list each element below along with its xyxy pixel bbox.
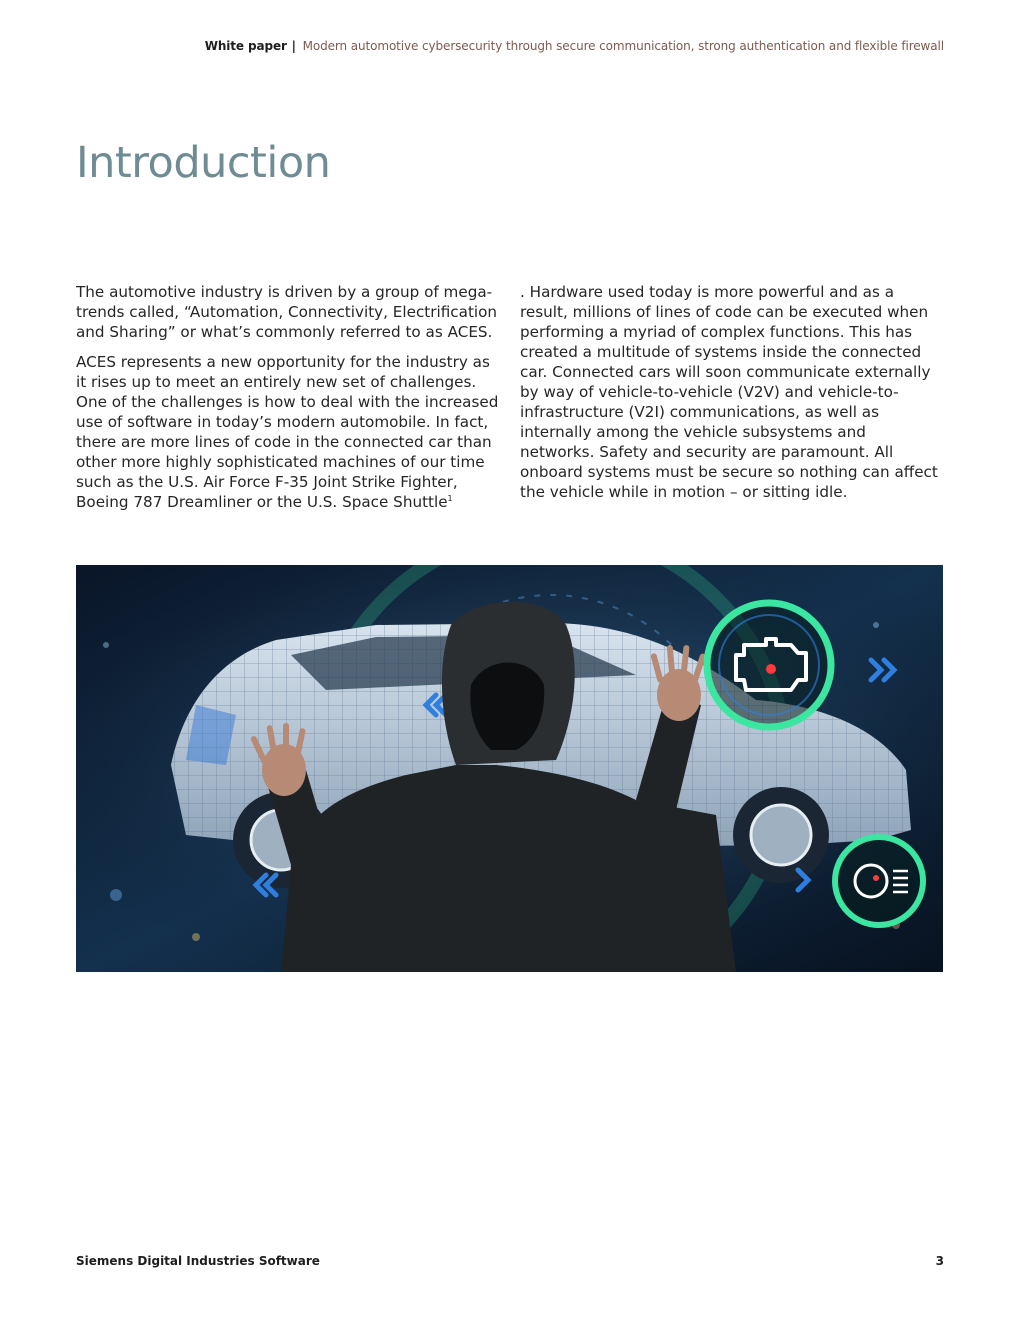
- hero-image: [76, 565, 943, 972]
- column-right: [520, 282, 944, 522]
- footnote-ref: 1: [447, 493, 453, 503]
- gauge-icon: [835, 837, 923, 925]
- running-header: [205, 39, 944, 53]
- page-number: 3: [935, 1254, 944, 1268]
- paragraph-2: [76, 352, 500, 512]
- page-title: Introduction: [76, 138, 331, 188]
- paragraph-2-text: ACES represents a new opportunity for the industry as it rises up to meet an entirely new set of challenges. One of the challenges is how to deal with the increased use of software in today’s modern automobile. In fact, there are more lines of code in the connected car than other more highly sophisticated machines of our time such as the U.S. Air Force F-35 Joint Strike Fighter, Boeing 787 Dreamliner or the U.S. Space Shuttle: [76, 353, 499, 511]
- paragraph-1: The automotive industry is driven by a group of mega-trends called, “Automation, Connectivity, Electrification and Sharing” or what’s commonly referred to as ACES.: [76, 283, 498, 341]
- header-label: White paper: [204, 39, 287, 53]
- header-separator: |: [291, 39, 296, 53]
- column-left: [76, 282, 500, 522]
- paragraph-2-column-2: . Hardware used today is more powerful and as a result, millions of lines of code can be executed when performing a myriad of complex functions. This has created a multitude of systems inside the connected car. Connected cars will soon communicate externally by way of vehicle-to-vehicle (V2V) and vehicle-to-infrastructure (V2I) communications, as well as internally among the vehicle subsystems and networks. Safety and security are paramount. All onboard systems must be secure so nothing can affect the vehicle while in motion – or sitting idle.: [520, 283, 938, 501]
- hacker-car-illustration: [76, 565, 943, 972]
- footer-company: Siemens Digital Industries Software: [76, 1254, 320, 1268]
- engine-warning-icon: [707, 603, 831, 727]
- header-subtitle: Modern automotive cybersecurity through secure communication, strong authentication and flexible firewall: [302, 39, 944, 53]
- body-text: [76, 282, 944, 522]
